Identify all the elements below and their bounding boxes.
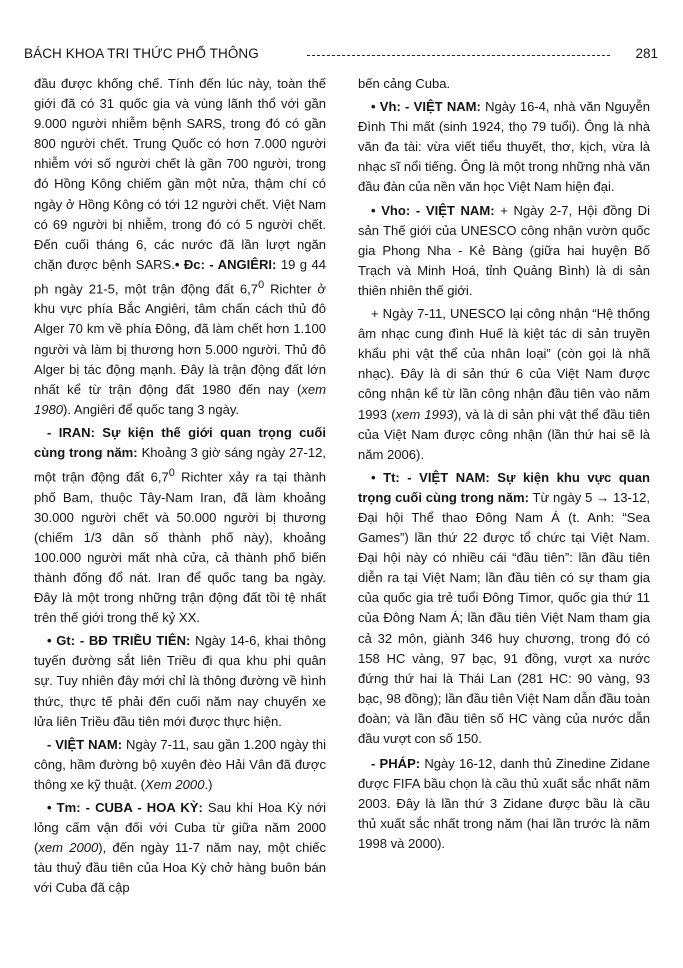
paragraph-text: ), và là di sản phi vật thể đầu tiên của Việt Nam được công nhận (lần thứ hai sẽ là năm 2006). <box>358 406 650 462</box>
paragraph-text: Từ ngày 5 → 13-12, Đại hội Thể thao Đông Nam Á (t. Anh: “Sea Games”) lần thứ 22 được tổ chức tại Việt Nam. Đại hội này có nhiều cái “đầu tiên”: lần đầu tiên diễn ra tại Việt Nam; lần đầu tiên có sự tham gia của quốc gia trẻ tuổi Đông Timor, quốc gia thứ 11 của Đông Nam Á; lần đầu tiên Việt Nam tham gia cả 32 môn, giành 346 huy chương, trong đó có 158 HC vàng, 97 bạc, 91 đồng, vượt xa nước đứng thứ hai là Thái Lan (281 HC: 90 vàng, 93 bạc, 98 đồng); lần đầu tiên Việt Nam dẫn đầu toàn đoàn; và lần đầu tiên số HC vàng của nước dẫn đầu vượt con số 150. <box>358 489 650 746</box>
header-rule <box>307 55 610 56</box>
paragraph-zidane <box>358 754 650 854</box>
paragraph-text: Richter xảy ra tại thành phố Bam, thuộc Tây-Nam Iran, đã làm khoảng 30.000 người chết và 50.000 người bị thương (chiếm 1/3 dân số thành phố này), khoảng 100.000 người mất nhà cửa, cả thành phố biến thành đống đổ nát. Iran để quốc tang ba ngày. Đây là một trong những trận động đất tồi tệ nhất trên thế giới trong thế kỷ XX. <box>34 469 326 626</box>
paragraph-text: .) <box>204 776 213 792</box>
paragraph-text: 19 g 44 ph ngày 21-5, một trận động đất 6,7 <box>34 256 326 297</box>
cross-reference: xem 1980 <box>34 381 326 417</box>
cross-reference: xem 2000 <box>38 840 99 856</box>
paragraph-sars-angieri <box>34 74 326 420</box>
paragraph-text: đầu được khống chế. Tính đến lúc này, toàn thế giới đã có 31 quốc gia và vùng lãnh thổ với gần 9.000 người nhiễm bệnh SARS, trong đó có gần 800 người chết. Trung Quốc có hơn 7.000 người nhiễm với số người chết là gần 700 người, trong đó Hồng Kông chiếm gần một nửa, thậm chí có ngày ở Hồng Kông có tới 12 người chết. Việt Nam có 69 người bị nhiễm, trong đó có 5 người chết. Đến cuối tháng 6, các nước đã lần lượt ngăn chặn được bệnh SARS. <box>34 76 326 272</box>
paragraph-phong-nha <box>358 201 650 301</box>
left-column <box>34 74 326 898</box>
paragraph-text: Ngày 16-12, danh thủ Zinedine Zidane được FIFA bầu chọn là cầu thủ xuất sắc nhất năm 2003. Đây là lần thứ 3 Zidane được bầu là cầu thủ xuất sắc nhất trong năm (hai lần trước là năm 1998 và 2000). <box>358 756 650 852</box>
paragraph-cuba-continued <box>358 74 650 94</box>
paragraph-text: ). Angiêri để quốc tang 3 ngày. <box>63 401 240 417</box>
header-title: BÁCH KHOA TRI THỨC PHỔ THÔNG <box>24 46 259 61</box>
paragraph-cuba <box>34 798 326 898</box>
paragraph-sea-games <box>358 468 650 749</box>
degree-superscript: 0 <box>258 278 265 291</box>
paragraph-text: + Ngày 7-11, UNESCO lại công nhận “Hệ thống âm nhạc cung đình Huế là kiệt tác di sản truyền khẩu phi vật thể của nhân loại” (còn gọi là nhã nhạc). Đây là di sản thứ 6 của Việt Nam được công nhận kể từ lần công nhận đầu tiên vào năm 1993 ( <box>358 306 650 422</box>
entry-heading: • Vho: - VIỆT NAM: <box>371 202 495 218</box>
entry-heading: • Tt: - VIỆT NAM: Sự kiện khu vực quan trọng cuối cùng trong năm: <box>358 469 650 505</box>
paragraph-text: ), đến ngày 11-7 năm nay, một chiếc tàu thuỷ đầu tiên của Hoa Kỳ chở hàng buôn bán với Cuba đã cập <box>34 840 327 896</box>
page-number: 281 <box>635 46 658 61</box>
paragraph-nguyen-dinh-thi <box>358 97 650 197</box>
paragraph-trieu-tien <box>34 631 326 731</box>
paragraph-text: + Ngày 2-7, Hội đồng Di sản Thế giới của UNESCO công nhận vườn quốc gia Phong Nha - Kẻ Bàng (giữa hai huyện Bố Trạch và Minh Hoá, tỉnh Quảng Bình) là di sản thiên nhiên thế giới. <box>358 202 650 298</box>
entry-heading: - IRAN: Sự kiện thế giới quan trọng cuối cùng trong năm: <box>34 424 326 461</box>
right-column <box>358 74 650 855</box>
entry-heading: • Gt: - BĐ TRIỀU TIÊN: <box>47 633 191 649</box>
paragraph-hai-van <box>34 735 326 795</box>
entry-heading: - PHÁP: <box>371 756 421 772</box>
paragraph-text: Ngày 7-11, sau gần 1.200 ngày thi công, hầm đường bộ xuyên đèo Hải Vân đã được thông xe kỹ thuật. ( <box>34 736 327 792</box>
paragraph-text: bến cảng Cuba. <box>358 76 451 91</box>
entry-heading: • Đc: - ANGIÊRI: <box>174 256 277 272</box>
running-header <box>24 46 662 68</box>
paragraph-text: Khoảng 3 giờ sáng ngày 27-12, một trận động đất 6,7 <box>34 445 326 485</box>
entry-heading: • Tm: - CUBA - HOA KỲ: <box>47 799 203 815</box>
paragraph-text: Richter ở khu vực phía Bắc Angiêri, tâm chấn cách thủ đô Alger 70 km về phía Đông, đã làm chết hơn 1.100 người và làm bị thương hơn 5.000 người. Thủ đô Alger bị tác động mạnh. Đây là trận động đất lớn nhất kể từ trận động đất 1980 đến nay ( <box>34 281 326 397</box>
paragraph-text: Sau khi Hoa Kỳ nới lỏng cấm vận đối với Cuba từ giữa năm 2000 ( <box>34 799 327 856</box>
paragraph-iran <box>34 423 326 628</box>
paragraph-text: Ngày 14-6, khai thông tuyến đường sắt liên Triều đi qua khu phi quân sự. Tuy nhiên đây mới chỉ là thông đường về hình thức, thực tế phải đến cuối năm nay chuyến xe lửa liên Triều đầu tiên mới được thực hiện. <box>34 633 326 729</box>
cross-reference: xem 1993 <box>395 406 454 422</box>
entry-heading: • Vh: - VIỆT NAM: <box>371 99 481 115</box>
entry-heading: - VIỆT NAM: <box>47 736 123 752</box>
paragraph-text: Ngày 16-4, nhà văn Nguyễn Đình Thi mất (sinh 1924, thọ 79 tuổi). Ông là nhà văn đa tài: vừa viết tiểu thuyết, thơ, kịch, vừa là nhạc sĩ nổi tiếng. Ông là một trong những nhà văn đầu đàn của nền văn học Việt Nam hiện đại. <box>358 99 651 195</box>
degree-superscript: 0 <box>168 467 175 480</box>
cross-reference: Xem 2000 <box>144 776 205 792</box>
paragraph-nha-nhac <box>358 304 650 465</box>
